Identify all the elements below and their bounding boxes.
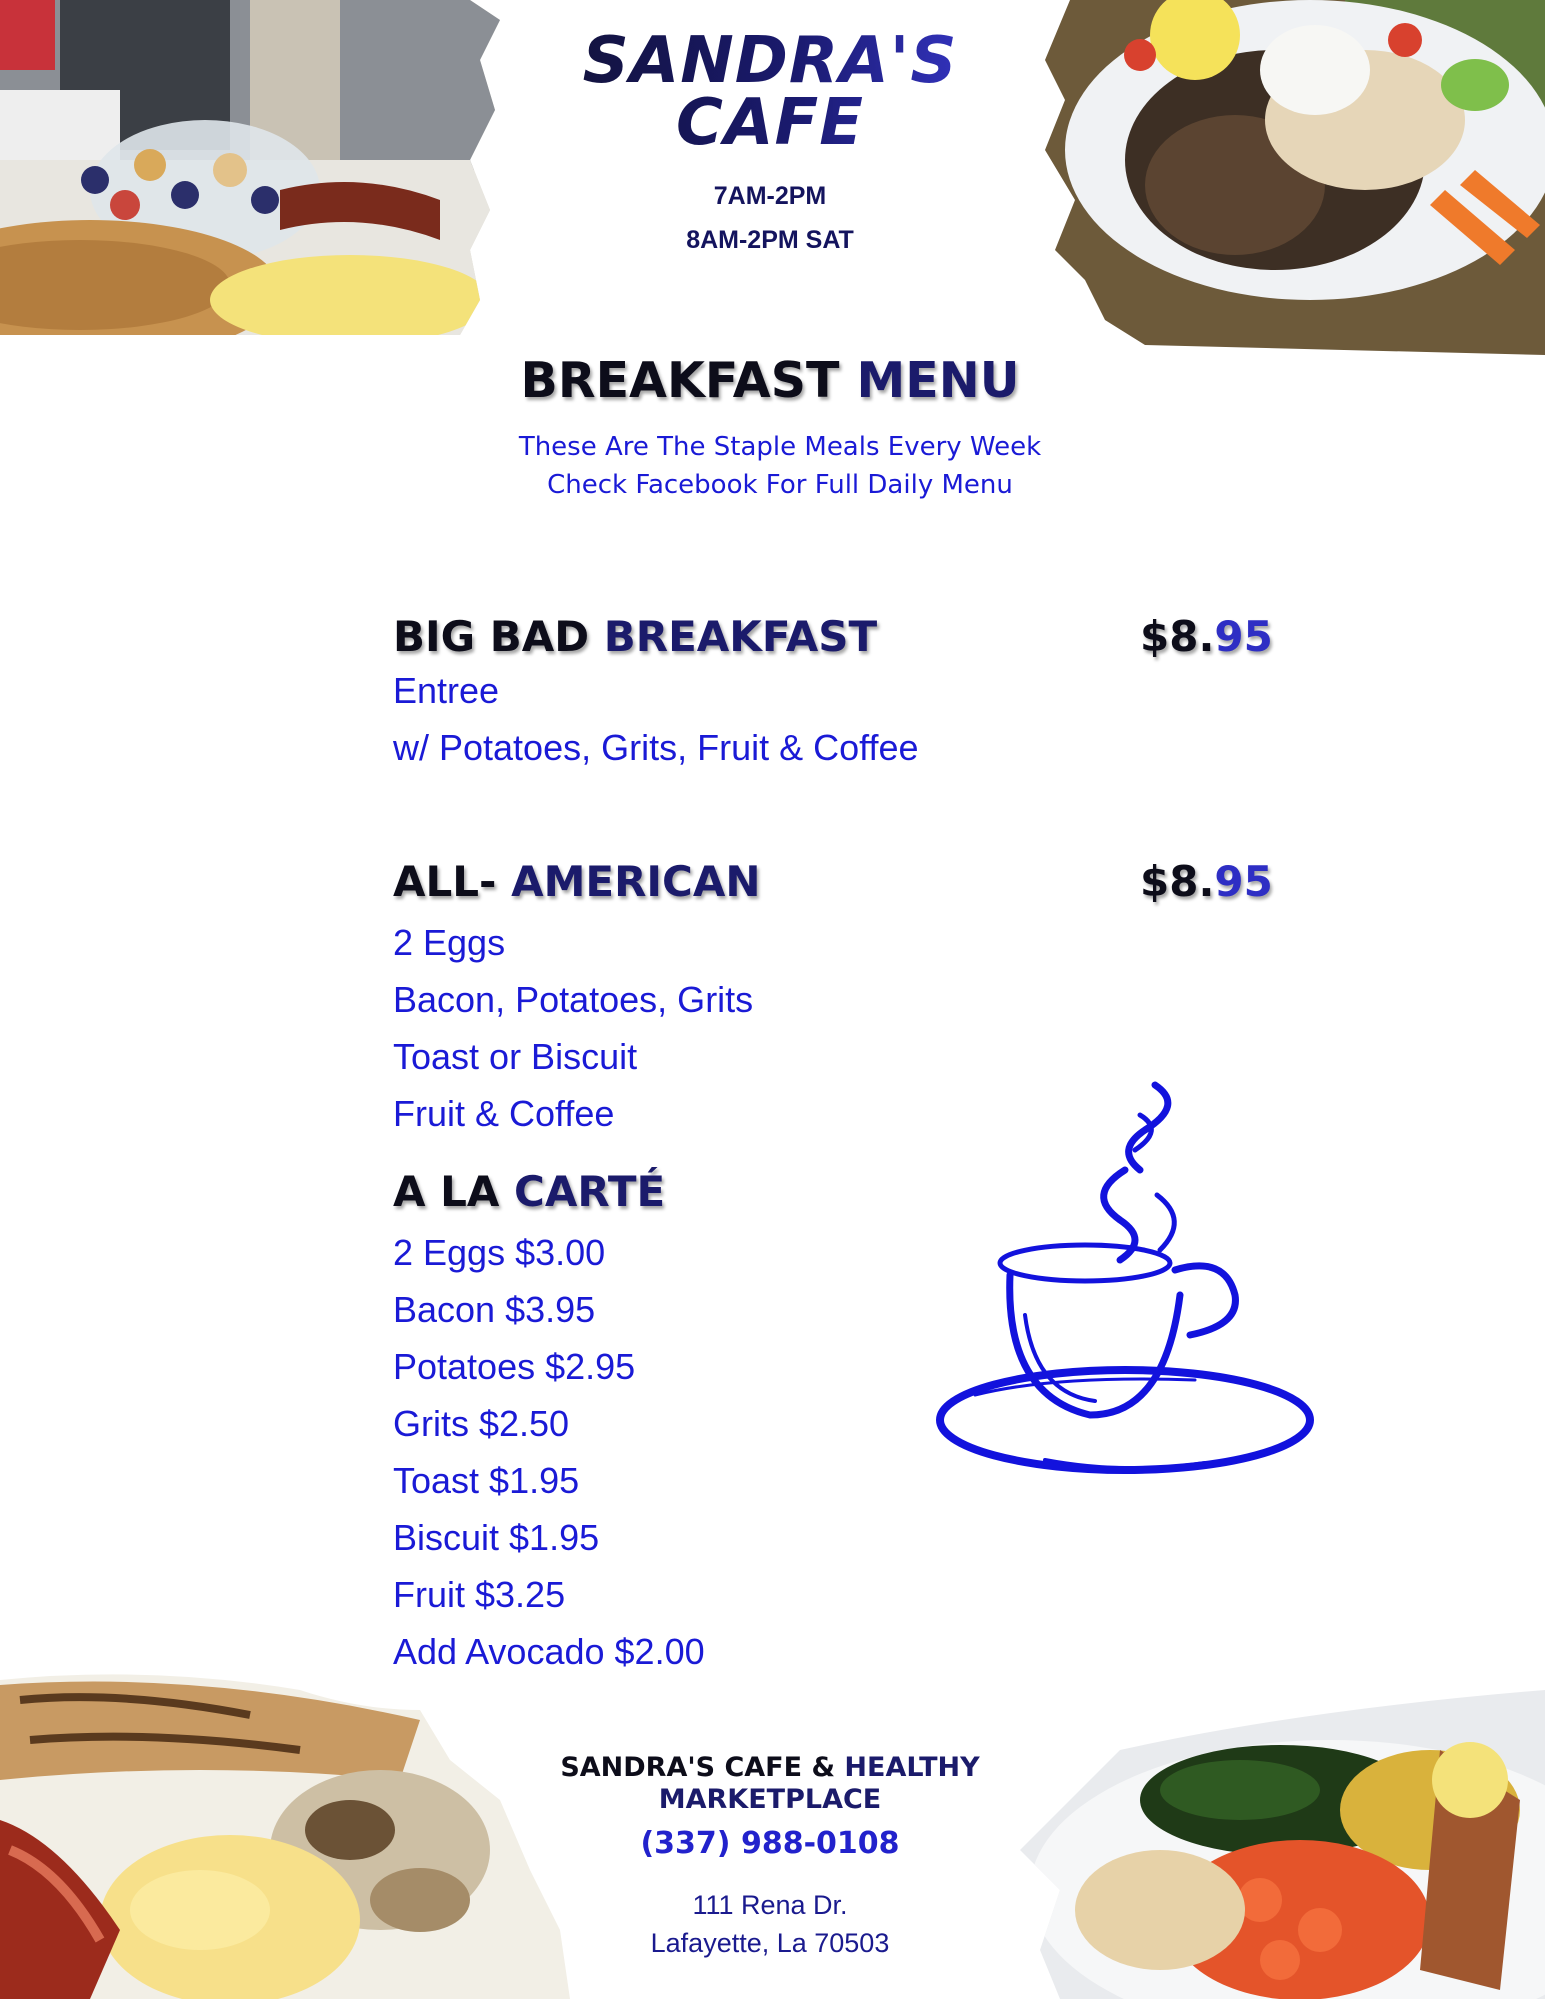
alacarte-item: Fruit $3.25 <box>393 1574 566 1615</box>
item-line: Entree <box>393 670 500 711</box>
alacarte-title-blue: CARTÉ <box>514 1167 666 1216</box>
alacarte-item: Toast $1.95 <box>393 1460 580 1501</box>
cafe-title <box>520 24 1020 160</box>
item-price-big-bad-breakfast <box>1140 612 1273 661</box>
item-title-blue: BREAKFAST <box>603 612 878 661</box>
footer-address-line2: Lafayette, La 70503 <box>650 1928 890 1958</box>
item-line: Bacon, Potatoes, Grits <box>393 979 754 1020</box>
footer-address-line1: 111 Rena Dr. <box>692 1890 848 1920</box>
item-line: Toast or Biscuit <box>393 1036 638 1077</box>
item-title-dark: ALL- <box>393 857 497 906</box>
footer-name-line2: MARKETPLACE <box>658 1784 882 1815</box>
alacarte-item: Grits $2.50 <box>393 1403 570 1444</box>
alacarte-item: Bacon $3.95 <box>393 1289 596 1330</box>
alacarte-item: 2 Eggs $3.00 <box>393 1232 606 1273</box>
item-line: w/ Potatoes, Grits, Fruit & Coffee <box>393 727 919 768</box>
plate-photo-bottom-right <box>1000 1690 1545 1999</box>
footer-business-name <box>530 1752 1010 1816</box>
menu-note-line1: These Are The Staple Meals Every Week <box>518 432 1042 462</box>
item-line: 2 Eggs <box>393 922 506 963</box>
footer-phone: (337) 988-0108 <box>640 1826 900 1861</box>
alacarte-item: Add Avocado $2.00 <box>393 1631 705 1672</box>
cafe-title-line2: CAFE <box>676 86 864 160</box>
price-cents: 95 <box>1214 612 1273 661</box>
hours-weekday: 7AM-2PM <box>713 182 827 210</box>
menu-heading-part2: MENU <box>856 352 1020 409</box>
menu-note-line2: Check Facebook For Full Daily Menu <box>547 470 1013 500</box>
item-title-big-bad-breakfast <box>393 612 877 661</box>
breakfast-photo-bottom-left <box>0 1670 570 1999</box>
cafe-title-line1: SANDRA'S <box>582 24 958 98</box>
breakfast-photo-top-left <box>0 0 500 335</box>
hours-saturday: 8AM-2PM SAT <box>686 226 854 254</box>
item-title-all-american <box>393 857 761 906</box>
footer-name-blue: HEALTHY <box>844 1752 980 1783</box>
footer-name-dark: SANDRA'S CAFE & <box>560 1752 836 1783</box>
menu-heading <box>420 352 1120 409</box>
item-title-blue: AMERICAN <box>511 857 761 906</box>
price-cents: 95 <box>1214 857 1273 906</box>
plate-photo-top-right <box>1045 0 1545 355</box>
alacarte-title-dark: A LA <box>393 1167 500 1216</box>
alacarte-title <box>393 1167 665 1216</box>
alacarte-item: Potatoes $2.95 <box>393 1346 636 1387</box>
alacarte-item: Biscuit $1.95 <box>393 1517 600 1558</box>
price-dollars: $8. <box>1140 857 1215 906</box>
item-line: Fruit & Coffee <box>393 1093 615 1134</box>
item-price-all-american <box>1140 857 1273 906</box>
item-title-dark: BIG BAD <box>393 612 590 661</box>
price-dollars: $8. <box>1140 612 1215 661</box>
coffee-cup-icon <box>935 1075 1335 1485</box>
menu-heading-part1: BREAKFAST <box>520 352 840 409</box>
